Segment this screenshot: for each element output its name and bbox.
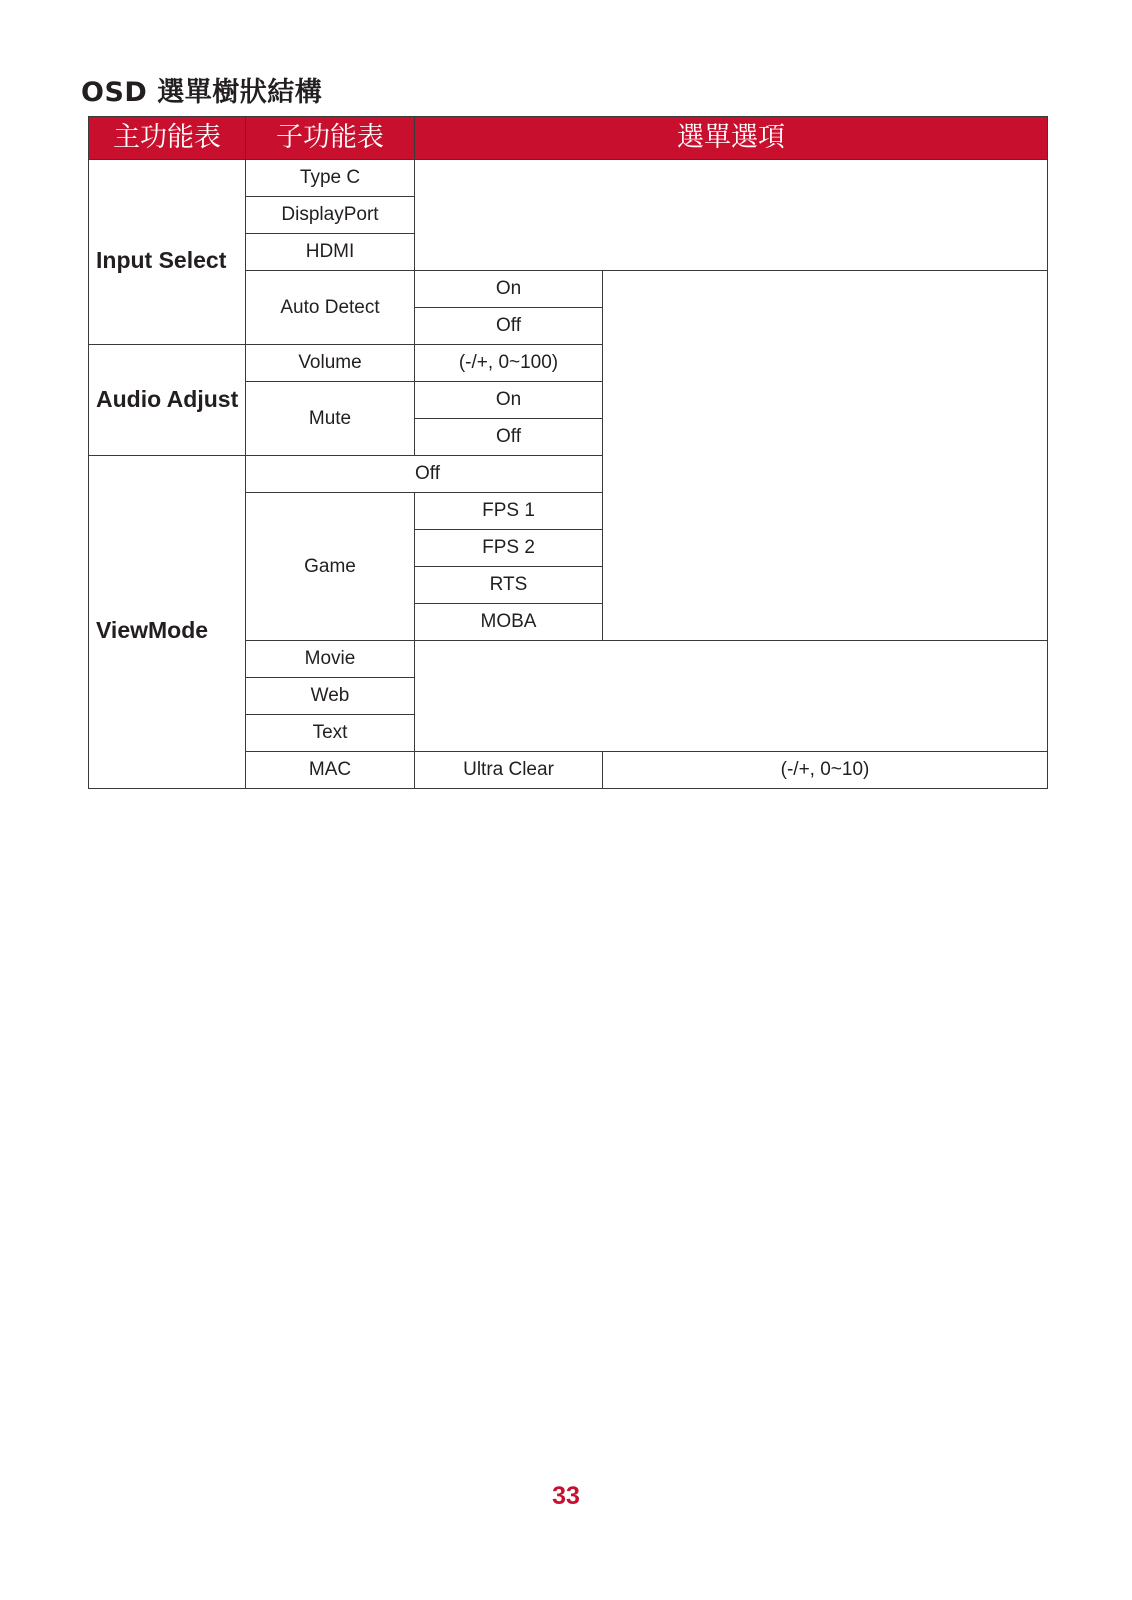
option-ultra-clear-range: (-/+, 0~10): [603, 752, 1048, 789]
main-item-label: Input Select: [96, 247, 227, 273]
main-item-label: ViewMode: [96, 617, 209, 643]
table-row: [89, 160, 1048, 197]
main-item-audio-adjust: [89, 345, 246, 456]
header-main-menu: 主功能表: [89, 117, 246, 160]
header-sub-menu: 子功能表: [246, 117, 415, 160]
sub-item-label: Off: [415, 463, 440, 484]
sub-item-mute: Mute: [246, 382, 415, 456]
sub-item-hdmi: HDMI: [246, 234, 415, 271]
sub-item-type-c: Type C: [246, 160, 415, 197]
option-auto-detect-on: On: [415, 271, 603, 308]
option-game-rts: RTS: [415, 567, 603, 604]
sub-item-game: Game: [246, 493, 415, 641]
empty-cell: [415, 641, 1048, 752]
option-ultra-clear: Ultra Clear: [415, 752, 603, 789]
osd-menu-tree-table: [88, 116, 1048, 789]
option-game-fps1: FPS 1: [415, 493, 603, 530]
main-item-input-select: [89, 160, 246, 345]
sub-item-volume: Volume: [246, 345, 415, 382]
option-mute-off: Off: [415, 419, 603, 456]
sub-item-mac: MAC: [246, 752, 415, 789]
sub-item-viewmode-off: [246, 456, 603, 493]
empty-cell: [603, 271, 1048, 641]
sub-item-web: Web: [246, 678, 415, 715]
option-mute-on: On: [415, 382, 603, 419]
option-auto-detect-off: Off: [415, 308, 603, 345]
main-item-viewmode: [89, 456, 246, 789]
header-menu-options: 選單選項: [415, 117, 1048, 160]
sub-item-text: Text: [246, 715, 415, 752]
page-number: 33: [552, 1482, 580, 1510]
main-item-label: Audio Adjust: [96, 386, 239, 412]
sub-item-movie: Movie: [246, 641, 415, 678]
table-header-row: [89, 117, 1048, 160]
option-volume-range: (-/+, 0~100): [415, 345, 603, 382]
sub-item-auto-detect: Auto Detect: [246, 271, 415, 345]
page-title: OSD 選單樹狀結構: [81, 77, 323, 108]
option-game-fps2: FPS 2: [415, 530, 603, 567]
empty-cell: [415, 160, 1048, 271]
sub-item-displayport: DisplayPort: [246, 197, 415, 234]
option-game-moba: MOBA: [415, 604, 603, 641]
